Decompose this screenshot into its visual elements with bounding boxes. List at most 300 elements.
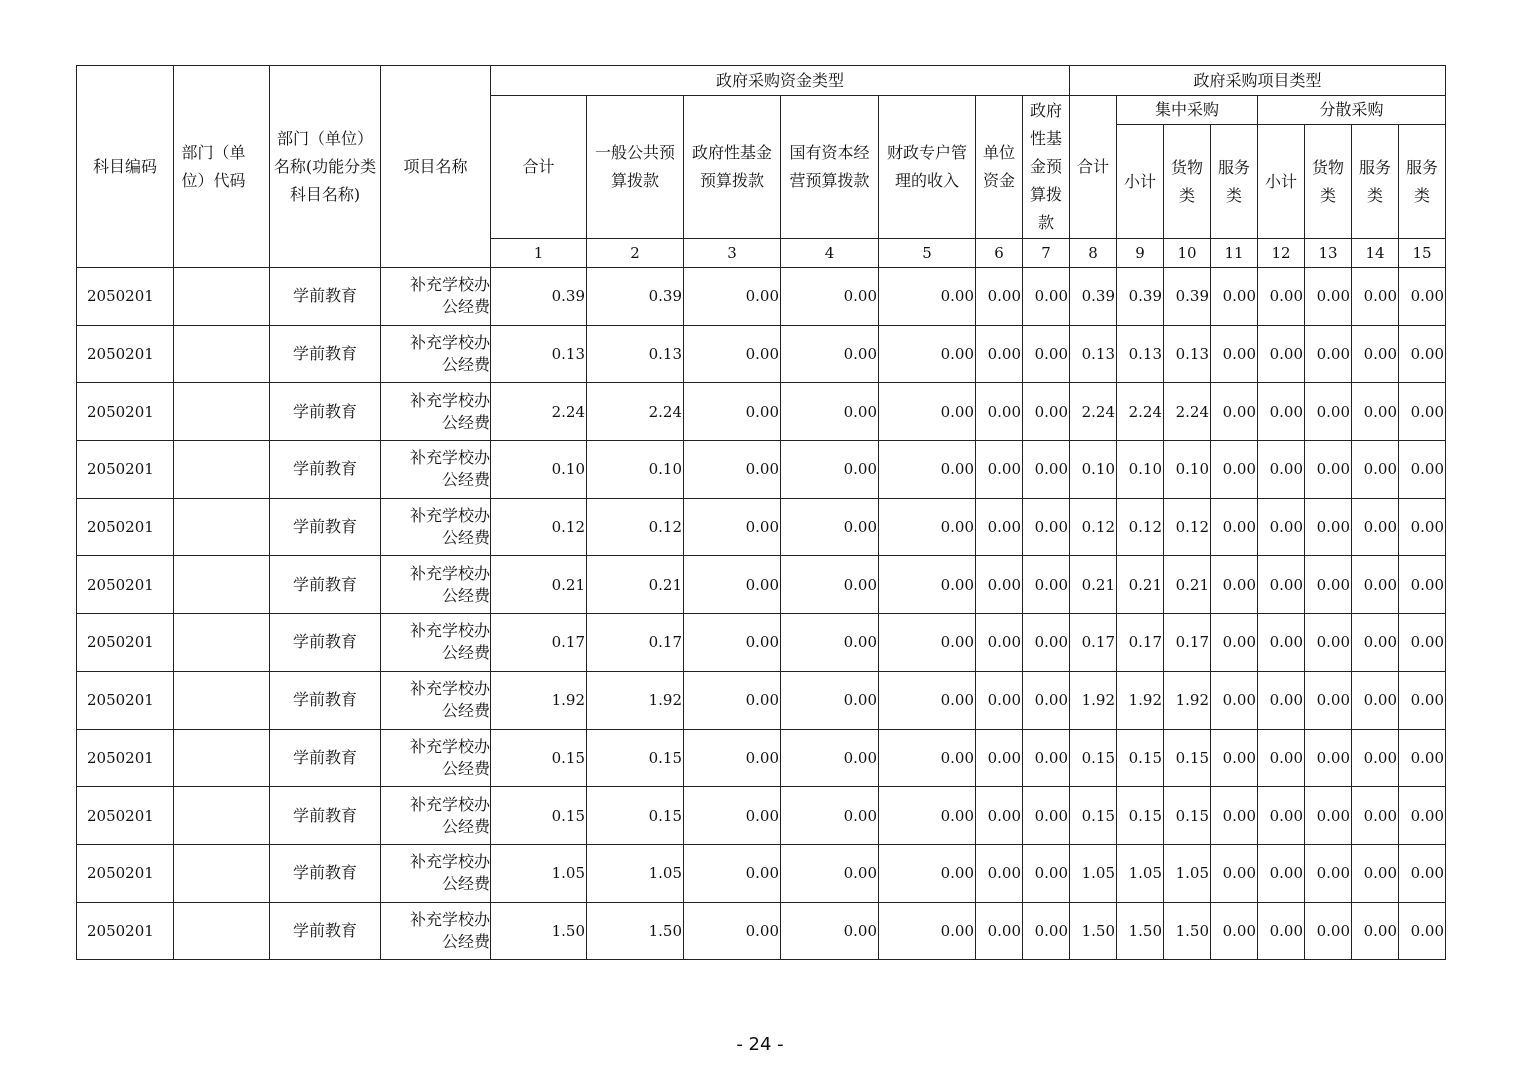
header-dispersed-service2 — [1399, 125, 1446, 239]
value-cell: 0.39 — [1117, 268, 1164, 326]
project-name-line1: 补充学校办 — [409, 679, 490, 699]
value-cell: 0.17 — [1070, 614, 1117, 672]
dept-name: 学前教育 — [270, 844, 381, 902]
value-cell: 0.00 — [684, 902, 781, 960]
value-cell: 0.00 — [1023, 729, 1070, 787]
value-cell: 0.00 — [1305, 614, 1352, 672]
value-cell: 0.00 — [1211, 441, 1258, 499]
value-cell: 0.00 — [1352, 556, 1399, 614]
value-cell: 0.00 — [1258, 441, 1305, 499]
project-name — [381, 902, 491, 960]
value-cell: 0.00 — [1305, 441, 1352, 499]
table-header — [77, 66, 1446, 268]
subject-code: 2050201 — [77, 844, 174, 902]
value-cell: 0.15 — [587, 787, 684, 845]
value-cell: 0.12 — [491, 498, 587, 556]
value-cell: 0.00 — [1258, 729, 1305, 787]
value-cell: 0.10 — [1164, 441, 1211, 499]
column-number: 3 — [684, 239, 781, 268]
value-cell: 0.00 — [1023, 902, 1070, 960]
value-cell: 0.10 — [491, 441, 587, 499]
procurement-table — [76, 65, 1446, 960]
value-cell: 0.00 — [1305, 556, 1352, 614]
dept-name: 学前教育 — [270, 671, 381, 729]
dept-name: 学前教育 — [270, 729, 381, 787]
header-fund-special — [879, 96, 976, 239]
project-name — [381, 614, 491, 672]
value-cell: 0.00 — [1399, 498, 1446, 556]
value-cell: 0.00 — [781, 787, 879, 845]
value-cell: 0.00 — [1023, 614, 1070, 672]
value-cell: 0.00 — [1211, 614, 1258, 672]
value-cell: 0.00 — [879, 498, 976, 556]
header-dispersed-subtotal: 小计 — [1258, 125, 1305, 239]
value-cell: 0.39 — [1164, 268, 1211, 326]
value-cell: 0.15 — [587, 729, 684, 787]
value-cell: 0.00 — [1352, 902, 1399, 960]
project-name — [381, 268, 491, 326]
value-cell: 0.00 — [879, 787, 976, 845]
value-cell: 0.00 — [1399, 844, 1446, 902]
column-number: 7 — [1023, 239, 1070, 268]
value-cell: 0.00 — [781, 729, 879, 787]
value-cell: 1.05 — [1117, 844, 1164, 902]
header-project-type: 政府采购项目类型 — [1070, 66, 1446, 96]
page-number: - 24 - — [736, 1034, 784, 1055]
header-fund-general — [587, 96, 684, 239]
value-cell: 0.00 — [976, 902, 1023, 960]
value-cell: 0.00 — [684, 729, 781, 787]
dept-name: 学前教育 — [270, 556, 381, 614]
value-cell: 0.00 — [684, 556, 781, 614]
dept-name: 学前教育 — [270, 441, 381, 499]
subject-code: 2050201 — [77, 671, 174, 729]
project-name-line2: 公经费 — [441, 297, 490, 317]
header-central-goods — [1164, 125, 1211, 239]
dept-name: 学前教育 — [270, 325, 381, 383]
value-cell: 0.00 — [1352, 844, 1399, 902]
project-name-line2: 公经费 — [441, 643, 490, 663]
value-cell: 0.00 — [879, 441, 976, 499]
value-cell: 0.00 — [976, 268, 1023, 326]
header-central-goods-text: 货物类 — [1170, 157, 1203, 205]
value-cell: 1.92 — [1117, 671, 1164, 729]
value-cell: 0.00 — [1352, 383, 1399, 441]
project-name-line1: 补充学校办 — [409, 275, 490, 295]
dept-name: 学前教育 — [270, 383, 381, 441]
header-fund-unit-text: 单位资金 — [982, 143, 1015, 190]
dept-code — [174, 844, 270, 902]
project-name-line2: 公经费 — [441, 758, 490, 778]
value-cell: 2.24 — [1070, 383, 1117, 441]
project-name-line2: 公经费 — [441, 874, 490, 894]
value-cell: 0.00 — [879, 325, 976, 383]
header-fund-total: 合计 — [491, 96, 587, 239]
value-cell: 0.00 — [1399, 268, 1446, 326]
dept-name: 学前教育 — [270, 902, 381, 960]
value-cell: 0.00 — [1211, 268, 1258, 326]
value-cell: 0.00 — [879, 268, 976, 326]
dept-code — [174, 787, 270, 845]
value-cell: 0.00 — [781, 268, 879, 326]
header-dispersed: 分散采购 — [1258, 96, 1446, 125]
value-cell: 1.50 — [1164, 902, 1211, 960]
header-dept-code-text: 部门（单位）代码 — [181, 142, 246, 190]
value-cell: 0.00 — [684, 441, 781, 499]
header-dept-code — [174, 66, 270, 268]
header-fund-state-text: 国有资本经营预算拨款 — [789, 143, 870, 190]
project-name — [381, 729, 491, 787]
value-cell: 0.00 — [684, 268, 781, 326]
project-name-line1: 补充学校办 — [409, 852, 490, 872]
project-name-line1: 补充学校办 — [409, 794, 490, 814]
project-name — [381, 787, 491, 845]
value-cell: 0.12 — [1070, 498, 1117, 556]
value-cell: 0.00 — [1352, 787, 1399, 845]
header-fund-general-text: 一般公共预算拨款 — [594, 143, 675, 190]
header-fund-gov-text: 政府性基金预算拨款 — [691, 143, 772, 190]
value-cell: 0.12 — [1117, 498, 1164, 556]
value-cell: 0.00 — [781, 671, 879, 729]
value-cell: 0.00 — [781, 325, 879, 383]
value-cell: 0.00 — [1399, 441, 1446, 499]
value-cell: 1.92 — [587, 671, 684, 729]
value-cell: 0.00 — [1352, 325, 1399, 383]
project-name-line1: 补充学校办 — [409, 909, 490, 929]
value-cell: 1.50 — [1117, 902, 1164, 960]
project-name — [381, 383, 491, 441]
value-cell: 0.00 — [1258, 556, 1305, 614]
value-cell: 0.00 — [1258, 671, 1305, 729]
project-name-line2: 公经费 — [441, 528, 490, 548]
header-dispersed-service-text: 服务类 — [1358, 157, 1391, 205]
value-cell: 0.00 — [1258, 498, 1305, 556]
table-row — [77, 383, 1446, 441]
value-cell: 0.15 — [1070, 787, 1117, 845]
value-cell: 0.15 — [1164, 729, 1211, 787]
subject-code: 2050201 — [77, 614, 174, 672]
column-number: 12 — [1258, 239, 1305, 268]
value-cell: 0.00 — [879, 671, 976, 729]
value-cell: 1.92 — [491, 671, 587, 729]
value-cell: 0.00 — [781, 614, 879, 672]
value-cell: 0.00 — [1305, 268, 1352, 326]
header-fund-state — [781, 96, 879, 239]
subject-code: 2050201 — [77, 268, 174, 326]
table-row — [77, 614, 1446, 672]
value-cell: 0.39 — [1070, 268, 1117, 326]
value-cell: 0.13 — [587, 325, 684, 383]
value-cell: 0.00 — [1211, 556, 1258, 614]
dept-code — [174, 498, 270, 556]
value-cell: 0.00 — [976, 383, 1023, 441]
value-cell: 0.10 — [1117, 441, 1164, 499]
dept-code — [174, 902, 270, 960]
subject-code: 2050201 — [77, 325, 174, 383]
value-cell: 0.00 — [1023, 556, 1070, 614]
value-cell: 0.13 — [491, 325, 587, 383]
value-cell: 0.00 — [976, 614, 1023, 672]
value-cell: 0.15 — [1117, 729, 1164, 787]
value-cell: 0.00 — [1399, 787, 1446, 845]
value-cell: 0.00 — [1399, 902, 1446, 960]
value-cell: 0.00 — [1211, 844, 1258, 902]
value-cell: 0.39 — [491, 268, 587, 326]
value-cell: 0.15 — [1117, 787, 1164, 845]
project-name — [381, 844, 491, 902]
value-cell: 0.15 — [1164, 787, 1211, 845]
subject-code: 2050201 — [77, 902, 174, 960]
header-dispersed-service2-text: 服务类 — [1405, 157, 1438, 205]
value-cell: 1.92 — [1070, 671, 1117, 729]
project-name — [381, 498, 491, 556]
value-cell: 0.00 — [1258, 325, 1305, 383]
dept-code — [174, 325, 270, 383]
subject-code: 2050201 — [77, 383, 174, 441]
project-name-line1: 补充学校办 — [409, 506, 490, 526]
value-cell: 0.17 — [491, 614, 587, 672]
value-cell: 0.00 — [1023, 671, 1070, 729]
value-cell: 0.00 — [1399, 383, 1446, 441]
value-cell: 0.00 — [1211, 902, 1258, 960]
project-name-line1: 补充学校办 — [409, 621, 490, 641]
value-cell: 0.13 — [1164, 325, 1211, 383]
value-cell: 2.24 — [587, 383, 684, 441]
value-cell: 0.00 — [976, 556, 1023, 614]
value-cell: 0.00 — [1211, 729, 1258, 787]
value-cell: 0.00 — [1211, 787, 1258, 845]
column-number: 5 — [879, 239, 976, 268]
header-fund-unit — [976, 96, 1023, 239]
value-cell: 0.00 — [976, 325, 1023, 383]
header-dispersed-goods-text: 货物类 — [1311, 157, 1344, 205]
value-cell: 0.00 — [879, 556, 976, 614]
table-body — [77, 268, 1446, 960]
dept-code — [174, 383, 270, 441]
value-cell: 0.00 — [1023, 498, 1070, 556]
table-row — [77, 671, 1446, 729]
value-cell: 0.00 — [976, 787, 1023, 845]
value-cell: 0.21 — [1117, 556, 1164, 614]
value-cell: 1.50 — [1070, 902, 1117, 960]
value-cell: 0.00 — [781, 844, 879, 902]
value-cell: 0.00 — [1305, 383, 1352, 441]
column-number: 2 — [587, 239, 684, 268]
header-dept-name — [270, 66, 381, 268]
value-cell: 0.00 — [781, 902, 879, 960]
subject-code: 2050201 — [77, 556, 174, 614]
value-cell: 0.00 — [1023, 441, 1070, 499]
project-name-line2: 公经费 — [441, 412, 490, 432]
header-proj-total: 合计 — [1070, 96, 1117, 239]
value-cell: 2.24 — [1164, 383, 1211, 441]
value-cell: 0.00 — [879, 614, 976, 672]
project-name — [381, 671, 491, 729]
value-cell: 1.05 — [1070, 844, 1117, 902]
header-code: 科目编码 — [77, 66, 174, 268]
value-cell: 0.00 — [1258, 844, 1305, 902]
value-cell: 0.00 — [1399, 729, 1446, 787]
table-row — [77, 498, 1446, 556]
project-name — [381, 441, 491, 499]
value-cell: 0.00 — [684, 844, 781, 902]
column-number: 1 — [491, 239, 587, 268]
value-cell: 0.00 — [781, 498, 879, 556]
value-cell: 0.00 — [684, 614, 781, 672]
dept-code — [174, 441, 270, 499]
table-row — [77, 902, 1446, 960]
value-cell: 0.00 — [1023, 383, 1070, 441]
dept-code — [174, 614, 270, 672]
column-number: 13 — [1305, 239, 1352, 268]
value-cell: 0.00 — [1258, 383, 1305, 441]
project-name-line2: 公经费 — [441, 816, 490, 836]
column-number: 4 — [781, 239, 879, 268]
value-cell: 0.00 — [1305, 787, 1352, 845]
value-cell: 0.13 — [1117, 325, 1164, 383]
project-name-line1: 补充学校办 — [409, 448, 490, 468]
dept-code — [174, 729, 270, 787]
dept-name: 学前教育 — [270, 268, 381, 326]
value-cell: 0.00 — [1399, 325, 1446, 383]
column-number: 11 — [1211, 239, 1258, 268]
header-dept-name-text: 部门（单位）名称(功能分类科目名称) — [273, 128, 377, 204]
project-name — [381, 556, 491, 614]
value-cell: 0.15 — [491, 729, 587, 787]
header-central-service-text: 服务类 — [1217, 157, 1250, 205]
project-name-line1: 补充学校办 — [409, 736, 490, 756]
column-number: 15 — [1399, 239, 1446, 268]
header-central: 集中采购 — [1117, 96, 1258, 125]
value-cell: 0.00 — [1305, 844, 1352, 902]
header-central-service — [1211, 125, 1258, 239]
value-cell: 0.00 — [1211, 325, 1258, 383]
dept-name: 学前教育 — [270, 787, 381, 845]
column-number: 14 — [1352, 239, 1399, 268]
value-cell: 0.00 — [1399, 614, 1446, 672]
value-cell: 0.13 — [1070, 325, 1117, 383]
value-cell: 0.00 — [1352, 441, 1399, 499]
value-cell: 0.00 — [976, 498, 1023, 556]
dept-name: 学前教育 — [270, 498, 381, 556]
value-cell: 0.00 — [1352, 498, 1399, 556]
project-name — [381, 325, 491, 383]
header-dispersed-service — [1352, 125, 1399, 239]
project-name-line2: 公经费 — [441, 585, 490, 605]
value-cell: 0.15 — [491, 787, 587, 845]
value-cell: 0.00 — [684, 498, 781, 556]
value-cell: 0.00 — [1305, 498, 1352, 556]
value-cell: 0.00 — [1352, 671, 1399, 729]
value-cell: 0.00 — [781, 441, 879, 499]
project-name-line2: 公经费 — [441, 931, 490, 951]
header-fund-special-text: 财政专户管理的收入 — [886, 143, 967, 190]
value-cell: 1.50 — [491, 902, 587, 960]
table-row — [77, 787, 1446, 845]
subject-code: 2050201 — [77, 787, 174, 845]
table-row — [77, 729, 1446, 787]
value-cell: 0.00 — [1258, 614, 1305, 672]
value-cell: 1.05 — [1164, 844, 1211, 902]
value-cell: 0.00 — [1211, 383, 1258, 441]
value-cell: 0.00 — [1305, 729, 1352, 787]
value-cell: 0.00 — [879, 383, 976, 441]
value-cell: 0.17 — [587, 614, 684, 672]
value-cell: 1.92 — [1164, 671, 1211, 729]
value-cell: 0.12 — [587, 498, 684, 556]
value-cell: 0.00 — [1023, 787, 1070, 845]
value-cell: 0.00 — [879, 902, 976, 960]
subject-code: 2050201 — [77, 729, 174, 787]
table-row — [77, 556, 1446, 614]
column-number: 9 — [1117, 239, 1164, 268]
value-cell: 0.21 — [587, 556, 684, 614]
value-cell: 0.00 — [684, 325, 781, 383]
table-row — [77, 844, 1446, 902]
dept-code — [174, 671, 270, 729]
project-name-line1: 补充学校办 — [409, 390, 490, 410]
value-cell: 0.00 — [1258, 787, 1305, 845]
value-cell: 0.00 — [1399, 556, 1446, 614]
value-cell: 0.39 — [587, 268, 684, 326]
value-cell: 0.00 — [976, 441, 1023, 499]
value-cell: 0.10 — [1070, 441, 1117, 499]
project-name-line1: 补充学校办 — [409, 333, 490, 353]
table-row — [77, 325, 1446, 383]
value-cell: 0.00 — [1352, 614, 1399, 672]
value-cell: 0.00 — [976, 729, 1023, 787]
value-cell: 0.00 — [684, 671, 781, 729]
value-cell: 0.00 — [879, 844, 976, 902]
subject-code: 2050201 — [77, 441, 174, 499]
value-cell: 0.00 — [1258, 902, 1305, 960]
dept-name: 学前教育 — [270, 614, 381, 672]
table-row — [77, 441, 1446, 499]
value-cell: 0.00 — [684, 383, 781, 441]
value-cell: 0.21 — [491, 556, 587, 614]
value-cell: 2.24 — [1117, 383, 1164, 441]
header-project: 项目名称 — [381, 66, 491, 268]
table-row — [77, 268, 1446, 326]
value-cell: 0.00 — [1352, 729, 1399, 787]
value-cell: 0.00 — [1023, 268, 1070, 326]
value-cell: 0.17 — [1164, 614, 1211, 672]
header-central-subtotal: 小计 — [1117, 125, 1164, 239]
value-cell: 0.12 — [1164, 498, 1211, 556]
value-cell: 2.24 — [491, 383, 587, 441]
header-fund-gov-budget-text: 政府性基金预算拨款 — [1029, 101, 1062, 232]
project-name-line2: 公经费 — [441, 701, 490, 721]
value-cell: 0.00 — [1258, 268, 1305, 326]
value-cell: 0.00 — [1305, 902, 1352, 960]
value-cell: 0.00 — [1305, 671, 1352, 729]
value-cell: 0.17 — [1117, 614, 1164, 672]
column-number: 6 — [976, 239, 1023, 268]
header-fund-gov — [684, 96, 781, 239]
value-cell: 0.00 — [684, 787, 781, 845]
value-cell: 1.50 — [587, 902, 684, 960]
value-cell: 0.00 — [1352, 268, 1399, 326]
value-cell: 0.00 — [879, 729, 976, 787]
project-name-line2: 公经费 — [441, 355, 490, 375]
value-cell: 1.05 — [491, 844, 587, 902]
value-cell: 0.00 — [1023, 844, 1070, 902]
value-cell: 0.00 — [1023, 325, 1070, 383]
value-cell: 0.15 — [1070, 729, 1117, 787]
project-name-line1: 补充学校办 — [409, 563, 490, 583]
subject-code: 2050201 — [77, 498, 174, 556]
value-cell: 0.00 — [781, 556, 879, 614]
